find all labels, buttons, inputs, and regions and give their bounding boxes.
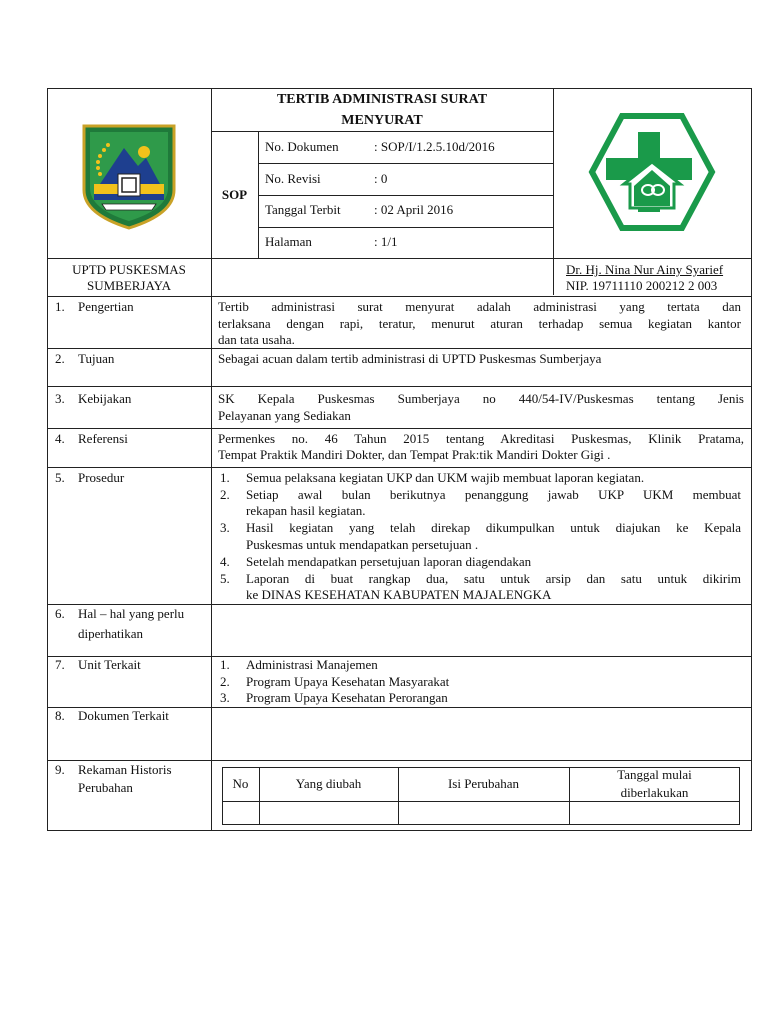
signer-name: Dr. Hj. Nina Nur Ainy Syarief [566, 262, 724, 277]
history-header-yang-diubah: Yang diubah [295, 776, 362, 791]
procedure-item-4-line-1: Setelah mendapatkan persetujuan laporan diagendakan [246, 554, 532, 569]
procedure-item-3-number: 3. [220, 520, 230, 535]
section-2-number: 2. [55, 351, 65, 366]
history-header-no: No [232, 776, 249, 791]
procedure-item-3-line-1: Hasil kegiatan yang telah direkap dikumpulkan untuk diajukan ke Kepala [246, 520, 741, 535]
sop-label: SOP [221, 187, 248, 202]
signer-nip: NIP. 19711110 200212 2 003 [566, 278, 718, 293]
procedure-item-3-line-2: Puskesmas untuk mendapatkan persetujuan . [246, 537, 479, 552]
history-header-isi-perubahan: Isi Perubahan [447, 776, 520, 791]
field-label-no-revisi: No. Revisi [265, 171, 321, 186]
org-row-divider [47, 296, 752, 297]
section-8-number: 8. [55, 708, 65, 723]
section-9-label-line-2: Perubahan [78, 780, 133, 795]
unit-item-1-text: Administrasi Manajemen [246, 657, 378, 672]
section-2-label: Tujuan [78, 351, 115, 366]
procedure-item-1-number: 1. [220, 470, 230, 485]
section-1-number: 1. [55, 299, 65, 314]
section-3-text-line-2: Pelayanan yang Sediakan [218, 408, 351, 423]
section-4-text-line-2: Tempat Praktik Mandiri Dokter, dan Tempat Prak:tik Mandiri Dokter Gigi . [218, 447, 611, 462]
section-divider-4 [47, 467, 752, 468]
section-divider-3 [47, 428, 752, 429]
procedure-item-2-line-2: rekapan hasil kegiatan. [246, 503, 366, 518]
procedure-item-2-line-1: Setiap awal bulan berikutnya penanggung jawab UKP UKM membuat [246, 487, 741, 502]
section-7-label: Unit Terkait [78, 657, 141, 672]
field-divider-1 [258, 163, 553, 164]
section-divider-6 [47, 656, 752, 657]
unit-item-3-text: Program Upaya Kesehatan Perorangan [246, 690, 448, 705]
section-1-label: Pengertian [78, 299, 134, 314]
unit-item-1-number: 1. [220, 657, 230, 672]
section-4-text-line-1: Permenkes no. 46 Tahun 2015 tentang Akreditasi Puskesmas, Klinik Pratama, [218, 431, 744, 446]
section-5-number: 5. [55, 470, 65, 485]
section-4-number: 4. [55, 431, 65, 446]
field-label-no-dokumen: No. Dokumen [265, 139, 339, 154]
section-1-text-line-2: terlaksana dengan rapi, teratur, menurut aturan terhadap semua kegiatan kantor [218, 316, 741, 331]
section-5-label: Prosedur [78, 470, 125, 485]
field-divider-2 [258, 195, 553, 196]
field-value-halaman: : 1/1 [374, 234, 398, 249]
section-2-text-line-1: Sebagai acuan dalam tertib administrasi di UPTD Puskesmas Sumberjaya [218, 351, 602, 366]
field-label-tanggal-terbit: Tanggal Terbit [265, 202, 341, 217]
section-9-number: 9. [55, 762, 65, 777]
section-4-label: Referensi [78, 431, 128, 446]
puskesmas-logo [588, 112, 716, 232]
field-divider-3 [258, 227, 553, 228]
procedure-item-5-line-1: Laporan di buat rangkap dua, satu untuk arsip dan satu untuk dikirim [246, 571, 741, 586]
section-6-label-line-1: Hal – hal yang perlu [78, 606, 185, 621]
sop-title-line-1: TERTIB ADMINISTRASI SURAT [276, 92, 488, 107]
majalengka-emblem [80, 118, 178, 230]
section-3-text-line-1: SK Kepala Puskesmas Sumberjaya no 440/54-IV/Puskesmas tentang Jenis [218, 391, 744, 406]
section-7-number: 7. [55, 657, 65, 672]
title-divider [211, 131, 553, 132]
history-header-tanggal-line-2: diberlakukan [620, 785, 689, 800]
history-header-tanggal-line-1: Tanggal mulai [617, 767, 692, 782]
section-1-text-line-3: dan tata usaha. [218, 332, 295, 347]
section-9-label-line-1: Rekaman Historis [78, 762, 172, 777]
procedure-item-5-number: 5. [220, 571, 230, 586]
procedure-item-5-line-2: ke DINAS KESEHATAN KABUPATEN MAJALENGKA [246, 587, 552, 602]
section-divider-1 [47, 348, 752, 349]
header-bottom-divider [47, 258, 752, 259]
field-label-halaman: Halaman [265, 234, 312, 249]
section-6-label-line-2: diperhatikan [78, 626, 143, 641]
section-1-text-line-1: Tertib administrasi surat menyurat adalah administrasi yang tertata dan [218, 299, 741, 314]
field-value-no-dokumen: : SOP/I/1.2.5.10d/2016 [374, 139, 495, 154]
procedure-item-1-line-1: Semua pelaksana kegiatan UKP dan UKM wajib membuat laporan kegiatan. [246, 470, 645, 485]
unit-item-2-number: 2. [220, 674, 230, 689]
field-value-no-revisi: : 0 [374, 171, 388, 186]
org-name-line-2: SUMBERJAYA [86, 278, 172, 293]
history-table-header-divider [222, 801, 740, 802]
section-6-number: 6. [55, 606, 65, 621]
procedure-item-2-number: 2. [220, 487, 230, 502]
unit-item-3-number: 3. [220, 690, 230, 705]
procedure-item-4-number: 4. [220, 554, 230, 569]
org-name-line-1: UPTD PUSKESMAS [72, 262, 186, 277]
section-divider-5 [47, 604, 752, 605]
section-3-label: Kebijakan [78, 391, 132, 406]
section-8-label: Dokumen Terkait [78, 708, 169, 723]
section-divider-2 [47, 386, 752, 387]
sop-title-line-2: MENYURAT [341, 113, 423, 128]
field-value-tanggal-terbit: : 02 April 2016 [374, 202, 454, 217]
section-3-number: 3. [55, 391, 65, 406]
section-divider-8 [47, 760, 752, 761]
logo-right-divider [553, 88, 554, 295]
unit-item-2-text: Program Upaya Kesehatan Masyarakat [246, 674, 450, 689]
